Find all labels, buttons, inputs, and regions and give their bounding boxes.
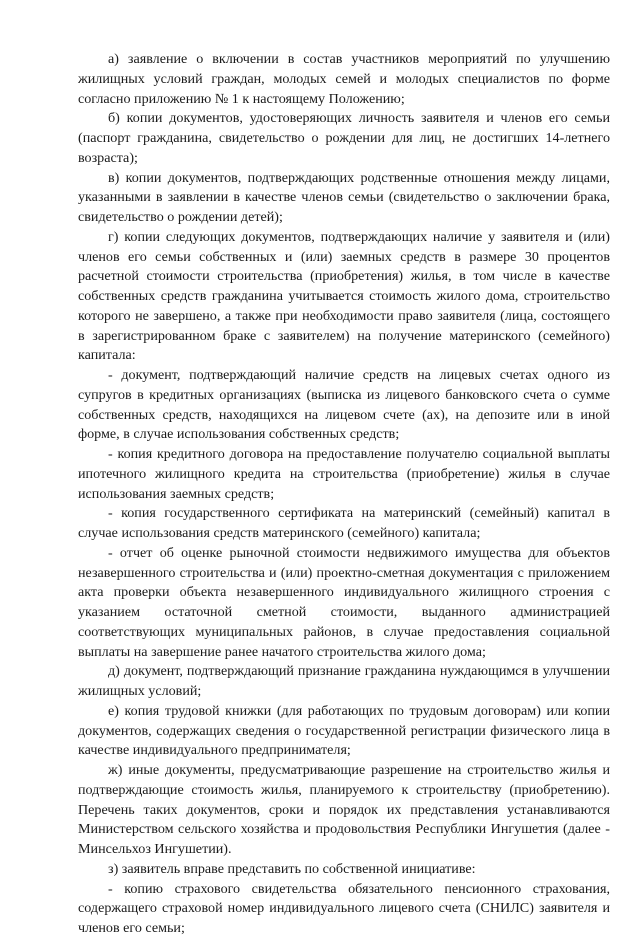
paragraph-a: а) заявление о включении в состав участников мероприятий по улучшению жилищных условий граждан, молодых семей и молодых специалистов по форме согласно приложению № 1 к настоящему Положению; xyxy=(78,51,610,107)
document-page xyxy=(78,50,610,939)
paragraph-b: б) копии документов, удостоверяющих личность заявителя и членов его семьи (паспорт гражданина, свидетельство о рождении для лиц, не достигших 14-летнего возраста); xyxy=(78,110,610,166)
paragraph-e: е) копия трудовой книжки (для работающих по трудовым договорам) или копии документов, содержащих сведения о государственной регистрации физического лица в качестве индивидуального предпринимателя; xyxy=(78,702,610,759)
list-item-credit-agreement: - копия кредитного договора на предоставление получателю социальной выплаты ипотечного жилищного кредита на строительства (приобретение) жилья в случае использования заемных средств; xyxy=(78,446,610,502)
paragraph-d: д) документ, подтверждающий признание гражданина нуждающимся в улучшении жилищных условий; xyxy=(78,663,610,699)
list-item-maternity-certificate: - копия государственного сертификата на материнский (семейный) капитал в случае использования средств материнского (семейного) капитала; xyxy=(78,505,610,541)
list-item-bank-statement: - документ, подтверждающий наличие средств на лицевых счетах одного из супругов в кредитных организациях (выписка из лицевого банковского счета о сумме собственных средств, находящихся на лицевом счете (ах), на депозите или в иной форме, в случае использования собственных средств; xyxy=(78,367,610,443)
paragraph-v: в) копии документов, подтверждающих родственные отношения между лицами, указанными в заявлении в качестве членов семьи (свидетельство о заключении брака, свидетельство о рождении детей); xyxy=(78,169,610,225)
paragraph-g: г) копии следующих документов, подтверждающих наличие у заявителя и (или) членов его семьи собственных и (или) заемных средств в размере 30 процентов расчетной стоимости строительства (приобретения) жилья, в том числе в качестве собственных средств гражданина учитывается стоимость жилого дома, строительство которого не завершено, а также при необходимости право заявителя (лица, состоящего в зарегистрированном браке с заявителем) на получение материнского (семейного) капитала: xyxy=(78,228,610,364)
paragraph-zh: ж) иные документы, предусматривающие разрешение на строительство жилья и подтверждающие стоимость жилья, планируемого к строительству (приобретению). Перечень таких документов, сроки и порядок их представления устанавливаются Министерством сельского хозяйства и продовольствия Республики Ингушетия (далее - Минсельхоз Ингушетии). xyxy=(78,762,610,857)
list-item-valuation-report: - отчет об оценке рыночной стоимости недвижимого имущества для объектов незавершенного строительства и (или) проектно-сметная документация с приложением акта проверки объекта незавершенного индивидуального жилищного строения с указанием остаточной сметной стоимости, выданного администрацией соответствующих муниципальных районов, в случае предоставления социальной выплаты на завершение ранее начатого строительства жилого дома; xyxy=(78,544,610,660)
list-item-snils: - копию страхового свидетельства обязательного пенсионного страхования, содержащего страховой номер индивидуального лицевого счета (СНИЛС) заявителя и членов его семьи; xyxy=(78,880,610,936)
paragraph-z: з) заявитель вправе представить по собственной инициативе: xyxy=(108,860,476,877)
